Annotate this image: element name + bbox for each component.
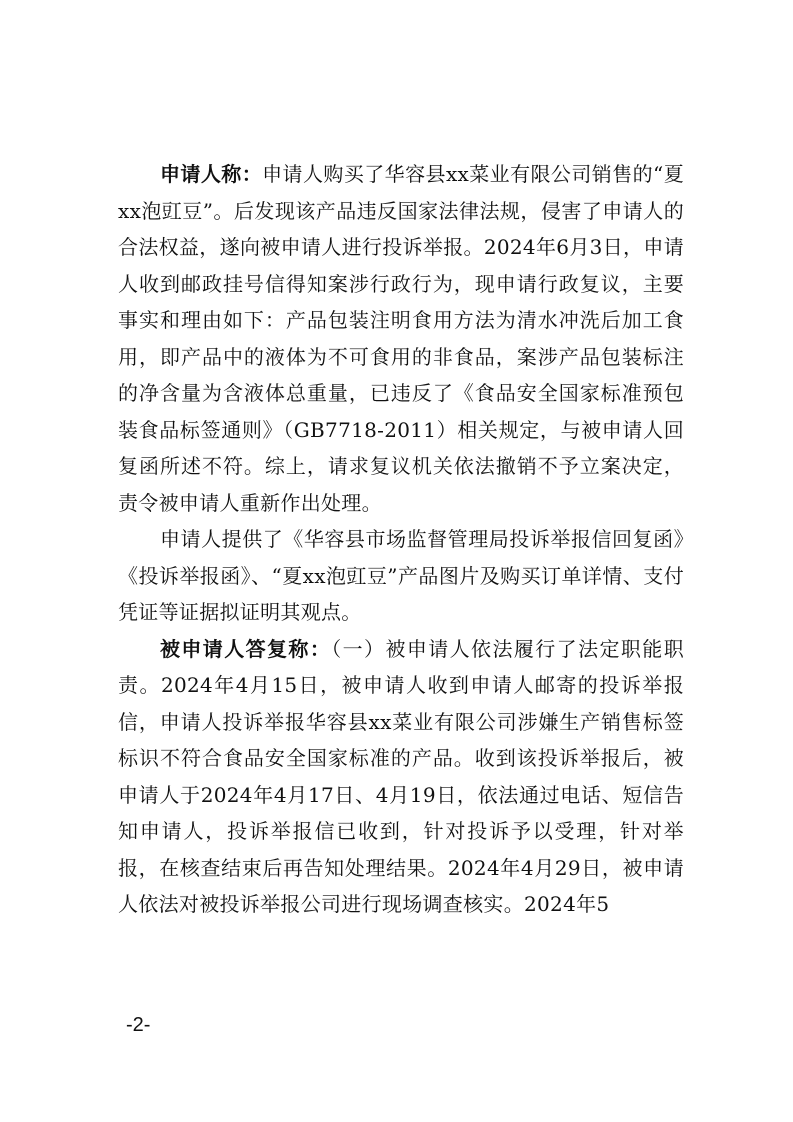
paragraph-respondent-reply xyxy=(118,631,684,923)
paragraph-applicant-claim xyxy=(118,156,684,521)
paragraph-text: 申请人提供了《华容县市场监督管理局投诉举报信回复函》《投诉举报函》、“夏xx泡豇豆”产品图片及购买订单详情、支付凭证等证据拟证明其观点。 xyxy=(118,527,684,624)
paragraph-text: （一）被申请人依法履行了法定职能职责。2024年4月15日，被申请人收到申请人邮寄的投诉举报信，申请人投诉举报华容县xx菜业有限公司涉嫌生产销售标签标识不符合食品安全国家标准的产品。收到该投诉举报后，被申请人于2024年4月17日、4月19日，依法通过电话、短信告知申请人，投诉举报信已收到，针对投诉予以受理，针对举报，在核查结束后再告知处理结果。2024年4月29日，被申请人依法对被投诉举报公司进行现场调查核实。2024年5 xyxy=(118,636,684,916)
document-body xyxy=(118,156,684,923)
paragraph-applicant-evidence xyxy=(118,521,684,631)
paragraph-text: 申请人购买了华容县xx菜业有限公司销售的“夏xx泡豇豆”。后发现该产品违反国家法律法规，侵害了申请人的合法权益，遂向被申请人进行投诉举报。2024年6月3日，申请人收到邮政挂号信得知案涉行政行为，现申请行政复议，主要事实和理由如下：产品包装注明食用方法为清水冲洗后加工食用，即产品中的液体为不可食用的非食品，案涉产品包装标注的净含量为含液体总重量，已违反了《食品安全国家标准预包装食品标签通则》（GB7718-2011）相关规定，与被申请人回复函所述不符。综上，请求复议机关依法撤销不予立案决定，责令被申请人重新作出处理。 xyxy=(118,162,684,515)
paragraph-lead: 申请人称： xyxy=(160,162,263,186)
page-number: -2- xyxy=(126,1014,151,1036)
paragraph-lead: 被申请人答复称： xyxy=(160,636,332,661)
